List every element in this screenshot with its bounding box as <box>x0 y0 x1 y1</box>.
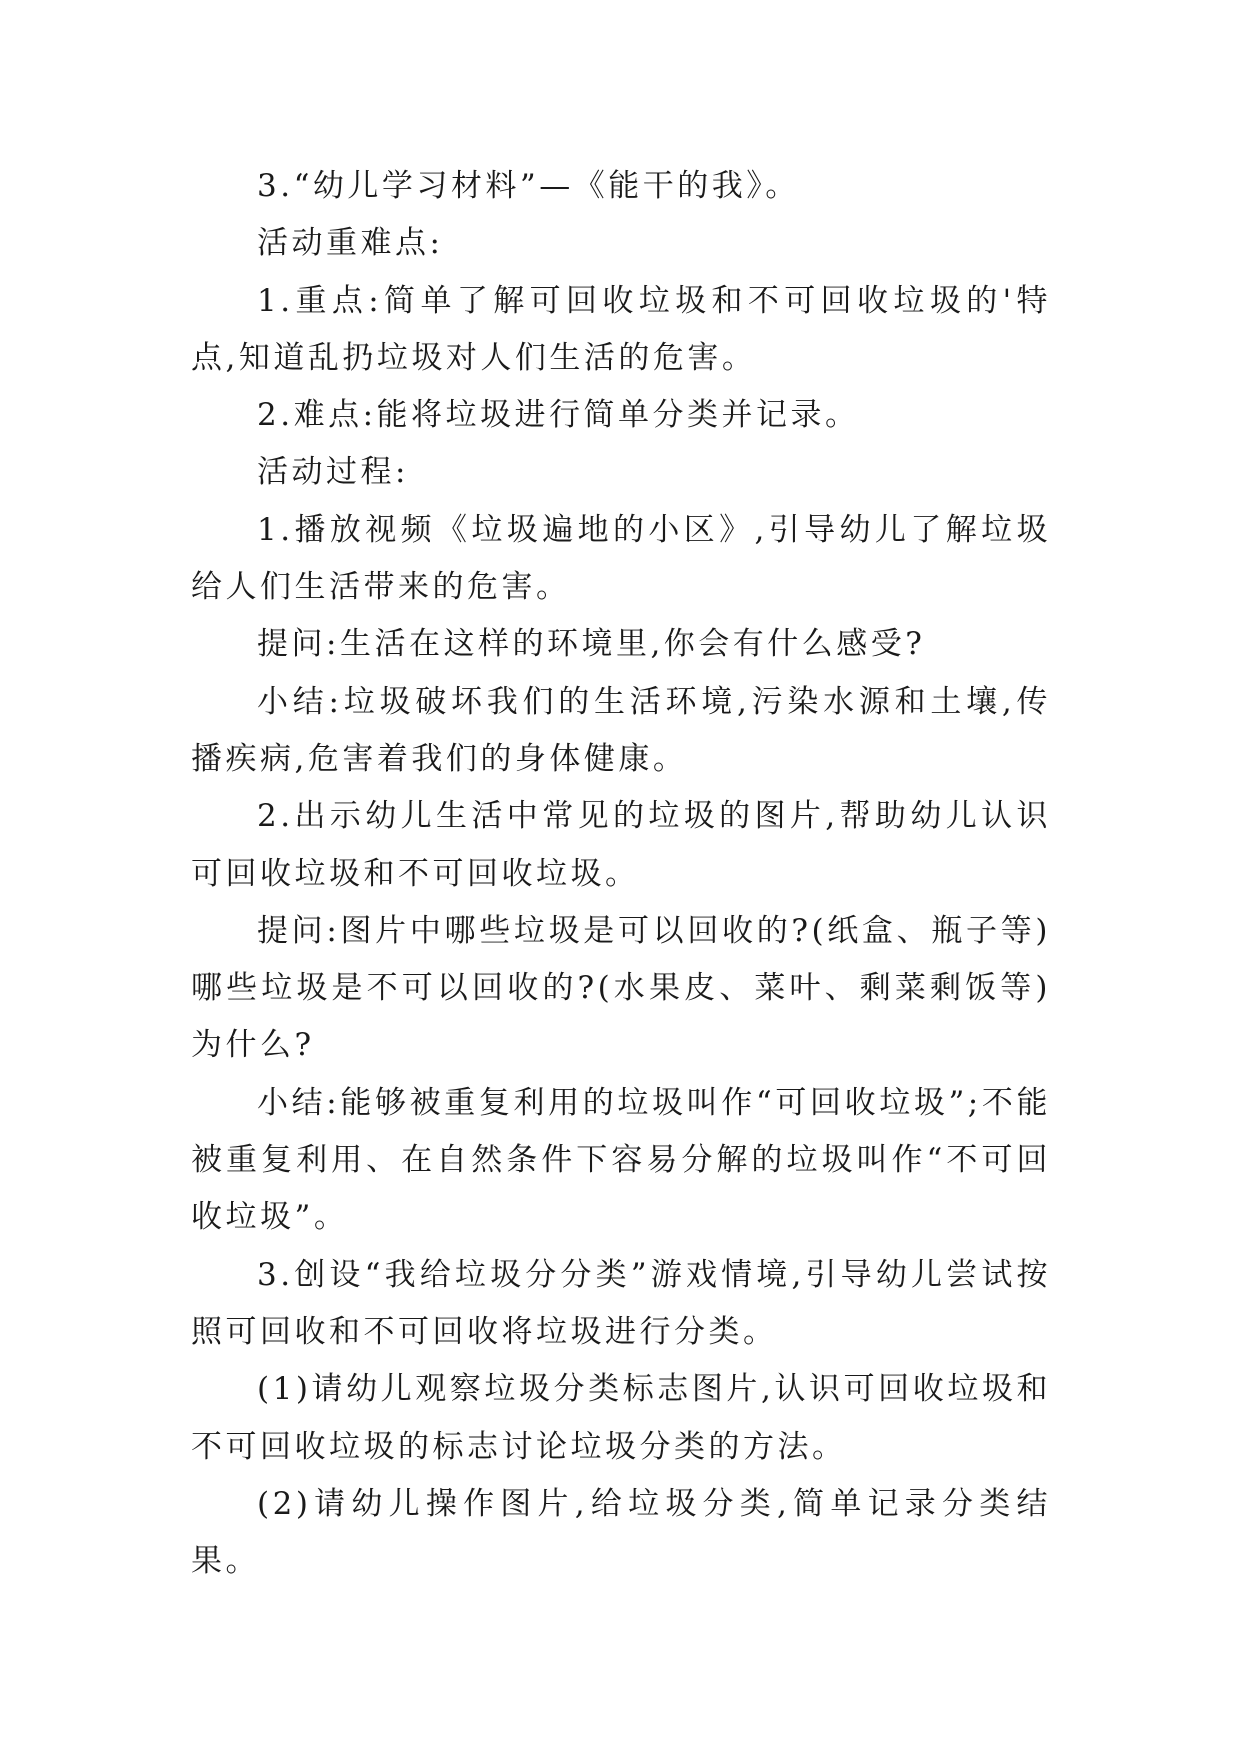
document-body <box>191 158 1051 1590</box>
paragraph-step-3: 3.创设“我给垃圾分分类”游戏情境,引导幼儿尝试按照可回收和不可回收将垃圾进行分类。 <box>191 1256 1051 1350</box>
paragraph-key-point-1: 1.重点:简单了解可回收垃圾和不可回收垃圾的'特点,知道乱扔垃圾对人们生活的危害。 <box>191 282 1051 376</box>
paragraph-question-1: 提问:生活在这样的环境里,你会有什么感受? <box>257 626 926 663</box>
paragraph-summary-1: 小结:垃圾破坏我们的生活环境,污染水源和土壤,传播疾病,危害着我们的身体健康。 <box>191 683 1051 777</box>
paragraph-question-2: 提问:图片中哪些垃圾是可以回收的?(纸盒、瓶子等)哪些垃圾是不可以回收的?(水果皮、菜叶、剩菜剩饭等)为什么? <box>191 912 1051 1064</box>
heading-activity-process: 活动过程: <box>257 454 409 491</box>
heading-key-points: 活动重难点: <box>257 225 444 262</box>
paragraph-substep-1: (1)请幼儿观察垃圾分类标志图片,认识可回收垃圾和不可回收垃圾的标志讨论垃圾分类的方法。 <box>191 1371 1051 1465</box>
paragraph-material: 3.“幼儿学习材料”—《能干的我》。 <box>257 168 800 204</box>
paragraph-step-1: 1.播放视频《垃圾遍地的小区》,引导幼儿了解垃圾给人们生活带来的危害。 <box>191 511 1051 606</box>
paragraph-substep-2: (2)请幼儿操作图片,给垃圾分类,简单记录分类结果。 <box>191 1485 1051 1580</box>
paragraph-key-point-2: 2.难点:能将垃圾进行简单分类并记录。 <box>257 397 860 434</box>
paragraph-summary-2: 小结:能够被重复利用的垃圾叫作“可回收垃圾”;不能被重复利用、在自然条件下容易分解的垃圾叫作“不可回收垃圾”。 <box>191 1084 1051 1236</box>
paragraph-step-2: 2.出示幼儿生活中常见的垃圾的图片,帮助幼儿认识可回收垃圾和不可回收垃圾。 <box>191 798 1051 892</box>
